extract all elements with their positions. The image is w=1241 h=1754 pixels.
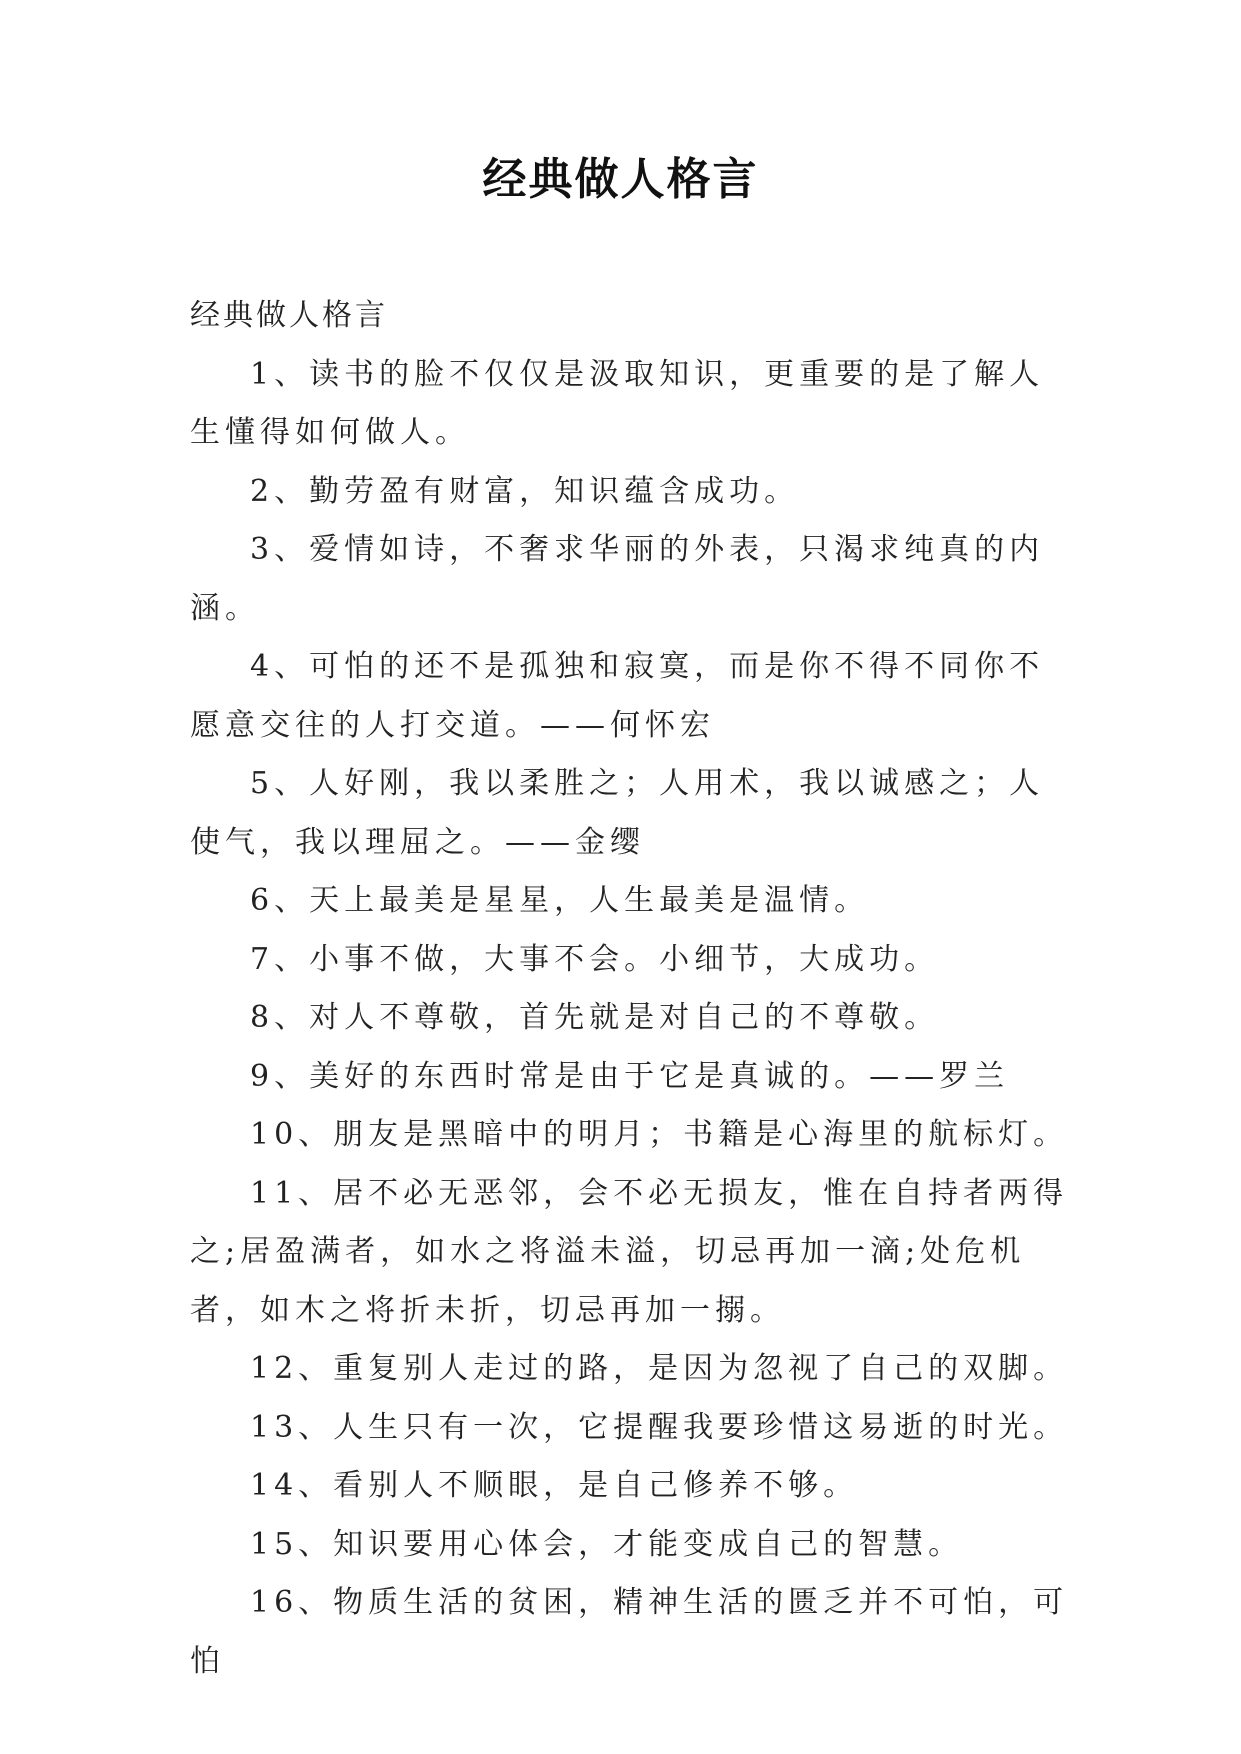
quote-item-10: 10、朋友是黑暗中的明月；书籍是心海里的航标灯。: [250, 1117, 1069, 1152]
quote-item-2: 2、勤劳盈有财富，知识蕴含成功。: [250, 473, 800, 509]
quote-item-8: 8、对人不尊敬，首先就是对自己的不尊敬。: [250, 1000, 940, 1035]
quote-item-4: 4、可怕的还不是孤独和寂寞，而是你不得不同你不愿意交往的人打交道。——何怀宏: [190, 649, 1045, 743]
quote-item-9: 9、美好的东西时常是由于它是真诚的。——罗兰: [250, 1058, 1010, 1094]
quote-item-5: 5、人好刚，我以柔胜之；人用术，我以诚感之；人使气，我以理屈之。——金缨: [190, 766, 1045, 860]
quote-item-13: 13、人生只有一次，它提醒我要珍惜这易逝的时光。: [250, 1409, 1069, 1445]
quote-item-3: 3、爱情如诗，不奢求华丽的外表，只渴求纯真的内涵。: [190, 532, 1045, 626]
quote-item-1: 1、读书的脸不仅仅是汲取知识，更重要的是了解人生懂得如何做人。: [190, 356, 1045, 450]
quote-item-11: 11、居不必无恶邻，会不必无损友，惟在自持者两得之;居盈满者，如水之将溢未溢，切忌再加一滴;处危机者，如木之将折未折，切忌再加一搦。: [190, 1175, 1069, 1328]
quote-item-12: 12、重复别人走过的路，是因为忽视了自己的双脚。: [250, 1351, 1069, 1386]
document-body: [190, 287, 1070, 1691]
document-subtitle: 经典做人格言: [190, 298, 388, 333]
quote-item-16: 16、物质生活的贫困，精神生活的匮乏并不可怕，可怕: [190, 1585, 1069, 1679]
quote-item-15: 15、知识要用心体会，才能变成自己的智慧。: [250, 1526, 964, 1562]
quote-item-7: 7、小事不做，大事不会。小细节，大成功。: [250, 941, 940, 977]
document-title: 经典做人格言: [482, 154, 759, 205]
quote-item-6: 6、天上最美是星星，人生最美是温情。: [250, 883, 870, 918]
quote-item-14: 14、看别人不顺眼，是自己修养不够。: [250, 1468, 859, 1503]
